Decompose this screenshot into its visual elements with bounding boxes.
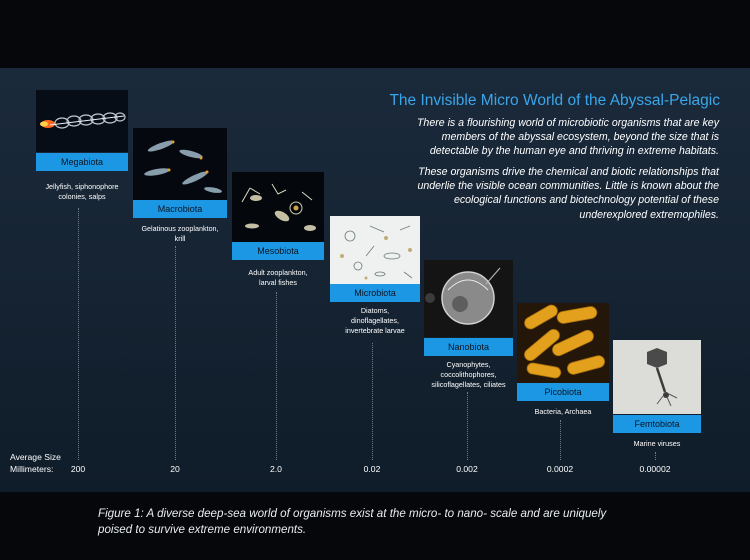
intro-p1-line: members of the abyssal ecosystem, beyond the size that is — [441, 131, 719, 144]
size-guide-line — [78, 208, 79, 460]
megabiota-description — [22, 182, 142, 202]
microbiota-description — [316, 306, 434, 336]
zooplankton-icon — [232, 172, 324, 242]
category-card-femtobiota — [613, 340, 701, 452]
category-card-picobiota — [517, 303, 609, 418]
caption-line: poised to survive extreme environments. — [98, 523, 307, 536]
figure-title: The Invisible Micro World of the Abyssal-Pelagic — [389, 92, 720, 109]
caption-line: Figure 1: A diverse deep-sea world of organisms exist at the micro- to nano- scale and are uniquely — [98, 507, 607, 520]
coccolithophore-icon — [424, 260, 513, 337]
description-line: Cyanophytes, — [446, 360, 491, 369]
size-tick: 0.0002 — [546, 464, 574, 474]
description-line: Diatoms, — [360, 306, 390, 315]
size-guide-line — [655, 452, 656, 460]
category-card-megabiota — [36, 90, 128, 205]
femtobiota-image — [613, 340, 701, 414]
intro-p2-line: underlie the visible ocean communities. Little is known about the — [417, 180, 719, 193]
megabiota-image — [36, 90, 128, 152]
size-guide-line — [276, 292, 277, 460]
diatom-icon — [330, 216, 420, 284]
size-tick: 0.00002 — [639, 464, 671, 474]
size-guide-line — [467, 392, 468, 460]
femtobiota-description — [599, 439, 715, 449]
siphonophore-icon — [36, 90, 128, 152]
size-tick: 0.02 — [363, 464, 381, 474]
description-line: larval fishes — [259, 278, 297, 287]
axis-label-average-size: Average Size — [10, 452, 61, 462]
mesobiota-label: Mesobiota — [232, 242, 324, 260]
size-tick: 0.002 — [456, 464, 478, 474]
macrobiota-label: Macrobiota — [133, 200, 227, 218]
macrobiota-description — [119, 224, 241, 244]
megabiota-label: Megabiota — [36, 153, 128, 171]
mesobiota-description — [218, 268, 338, 288]
picobiota-label: Picobiota — [517, 383, 609, 401]
intro-p2-line: These organisms drive the chemical and biotic relationships that — [418, 166, 719, 178]
size-guide-line — [372, 343, 373, 460]
category-card-mesobiota — [232, 172, 324, 290]
intro-paragraph-2 — [360, 165, 719, 222]
description-line: krill — [174, 234, 186, 243]
intro-p1-line: detectable by the human eye and thriving in extreme habitats. — [429, 145, 719, 158]
description-line: Marine viruses — [633, 439, 681, 448]
microbiota-image — [330, 216, 420, 284]
size-tick: 200 — [70, 464, 86, 474]
krill-icon — [133, 128, 227, 201]
description-line: invertebrate larvae — [345, 326, 405, 335]
nanobiota-image — [424, 260, 513, 337]
description-line: Jellyfish, siphonophore — [45, 182, 119, 191]
picobiota-description — [503, 407, 623, 417]
description-line: Adult zooplankton, — [248, 268, 308, 277]
description-line: coccolithophores, — [440, 370, 497, 379]
description-line: Bacteria, Archaea — [534, 407, 592, 416]
bacteria-icon — [517, 303, 609, 383]
category-card-nanobiota — [424, 260, 513, 390]
size-tick: 2.0 — [270, 464, 282, 474]
macrobiota-image — [133, 128, 227, 201]
category-card-macrobiota — [133, 128, 227, 243]
size-tick: 20 — [170, 464, 180, 474]
virus-icon — [613, 340, 701, 414]
picobiota-image — [517, 303, 609, 383]
description-line: dinoflagellates, — [351, 316, 399, 325]
nanobiota-label: Nanobiota — [424, 338, 513, 356]
description-line: Gelatinous zooplankton, — [141, 224, 219, 233]
size-guide-line — [560, 420, 561, 460]
mesobiota-image — [232, 172, 324, 242]
description-line: colonies, salps — [58, 192, 106, 201]
category-card-microbiota — [330, 216, 420, 341]
femtobiota-label: Femtobiota — [613, 415, 701, 433]
nanobiota-description — [410, 360, 527, 390]
intro-p2-line: underexplored extremophiles. — [579, 208, 719, 221]
intro-paragraph-1 — [360, 116, 719, 159]
intro-p1-line: There is a flourishing world of microbiotic organisms that are key — [416, 117, 719, 129]
microbiota-label: Microbiota — [330, 284, 420, 302]
figure-caption — [98, 506, 738, 538]
size-guide-line — [175, 246, 176, 460]
axis-label-millimeters: Millimeters: — [10, 464, 54, 474]
intro-p2-line: ecological functions and biotechnology potential of these — [453, 194, 719, 207]
description-line: silicoflagellates, ciliates — [431, 380, 506, 389]
